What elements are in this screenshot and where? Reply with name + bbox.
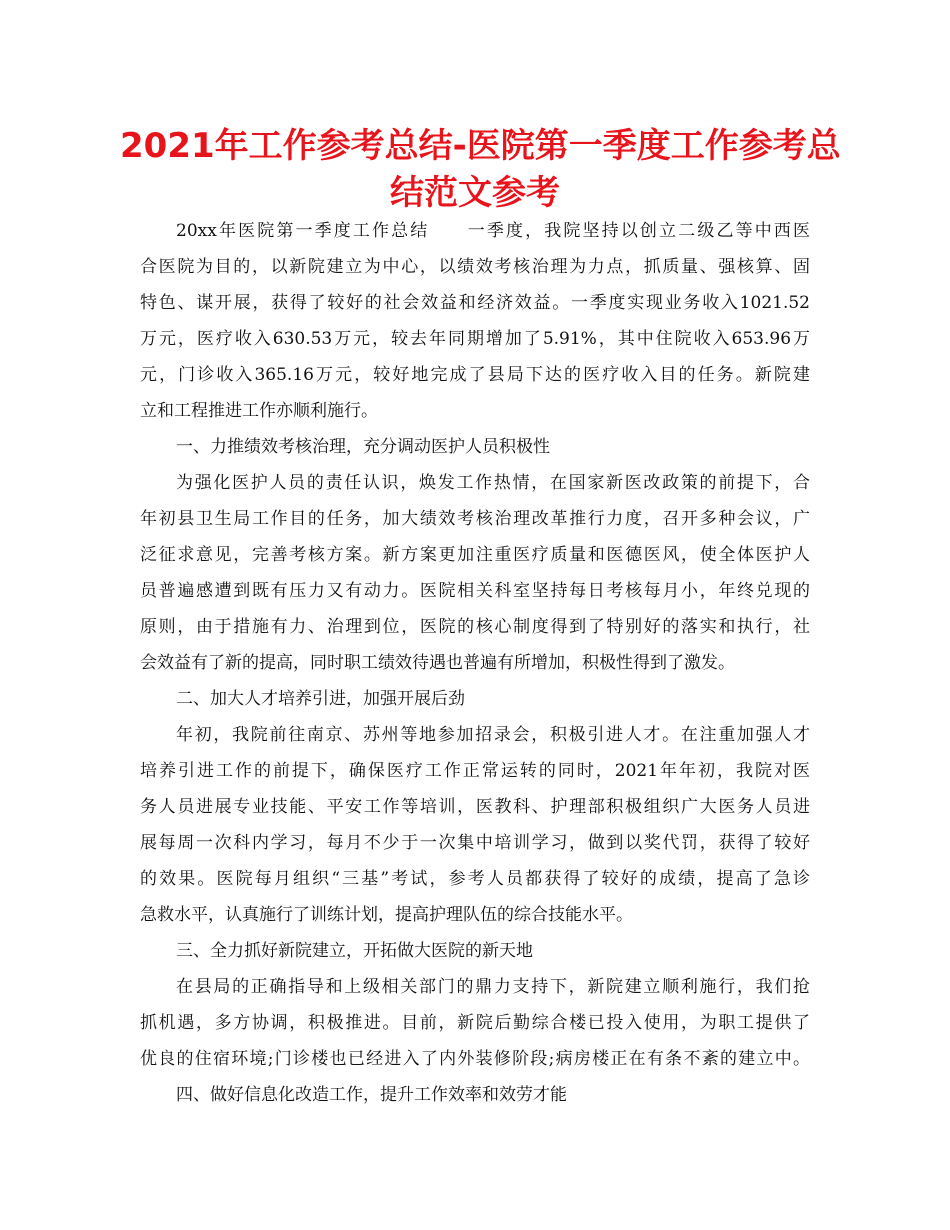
body-line: 泛征求意见，完善考核方案。新方案更加注重医疗质量和医德医风，使全体医护人 bbox=[140, 545, 810, 565]
body-line: 立和工程推进工作亦顺利施行。 bbox=[140, 401, 378, 421]
body-line: 展每周一次科内学习，每月不少于一次集中培训学习，做到以奖代罚，获得了较好 bbox=[140, 833, 810, 853]
body-line: 万元，医疗收入630.53万元，较去年同期增加了5.91%，其中住院收入653.96万 bbox=[140, 329, 810, 349]
body-line: 年初，我院前往南京、苏州等地参加招录会，积极引进人才。在注重加强人才 bbox=[176, 725, 810, 745]
body-line: 优良的住宿环境;门诊楼也已经进入了内外装修阶段;病房楼正在有条不紊的建立中。 bbox=[140, 1049, 810, 1069]
document-title-line-2: 结范文参考 bbox=[390, 173, 560, 213]
body-line: 会效益有了新的提高，同时职工绩效待遇也普遍有所增加，积极性得到了激发。 bbox=[140, 653, 735, 673]
document-title-line-1: 2021年工作参考总结-医院第一季度工作参考总 bbox=[120, 126, 841, 166]
body-line: 务人员进展专业技能、平安工作等培训，医教科、护理部积极组织广大医务人员进 bbox=[140, 797, 810, 817]
body-line: 原则，由于措施有力、治理到位，医院的核心制度得到了特别好的落实和执行，社 bbox=[140, 617, 810, 637]
body-line: 急救水平，认真施行了训练计划，提高护理队伍的综合技能水平。 bbox=[140, 905, 633, 925]
body-line: 为强化医护人员的责任认识，焕发工作热情，在国家新医改政策的前提下，合 bbox=[176, 473, 810, 493]
body-line: 元，门诊收入365.16万元，较好地完成了县局下达的医疗收入目的任务。新院建 bbox=[140, 365, 810, 385]
section-heading-3: 三、全力抓好新院建立，开拓做大医院的新天地 bbox=[176, 941, 533, 961]
section-heading-1: 一、力推绩效考核治理，充分调动医护人员积极性 bbox=[176, 437, 550, 457]
section-heading-2: 二、加大人才培养引进，加强开展后劲 bbox=[176, 689, 465, 709]
body-line: 20xx年医院第一季度工作总结 一季度，我院坚持以创立二级乙等中西医 bbox=[176, 221, 810, 241]
body-line: 合医院为目的，以新院建立为中心，以绩效考核治理为力点，抓质量、强核算、固 bbox=[140, 257, 810, 277]
body-line: 培养引进工作的前提下，确保医疗工作正常运转的同时，2021年年初，我院对医 bbox=[140, 761, 810, 781]
body-line: 特色、谋开展，获得了较好的社会效益和经济效益。一季度实现业务收入1021.52 bbox=[140, 293, 810, 313]
body-line: 抓机遇，多方协调，积极推进。目前，新院后勤综合楼已投入使用，为职工提供了 bbox=[140, 1013, 810, 1033]
body-line: 年初县卫生局工作目的任务，加大绩效考核治理改革推行力度，召开多种会议，广 bbox=[140, 509, 810, 529]
body-line: 在县局的正确指导和上级相关部门的鼎力支持下，新院建立顺利施行，我们抢 bbox=[176, 977, 810, 997]
body-line: 员普遍感遭到既有压力又有动力。医院相关科室坚持每日考核每月小，年终兑现的 bbox=[140, 581, 810, 601]
section-heading-4: 四、做好信息化改造工作，提升工作效率和效劳才能 bbox=[176, 1085, 567, 1105]
body-line: 的效果。医院每月组织“三基”考试，参考人员都获得了较好的成绩，提高了急诊 bbox=[140, 869, 810, 889]
